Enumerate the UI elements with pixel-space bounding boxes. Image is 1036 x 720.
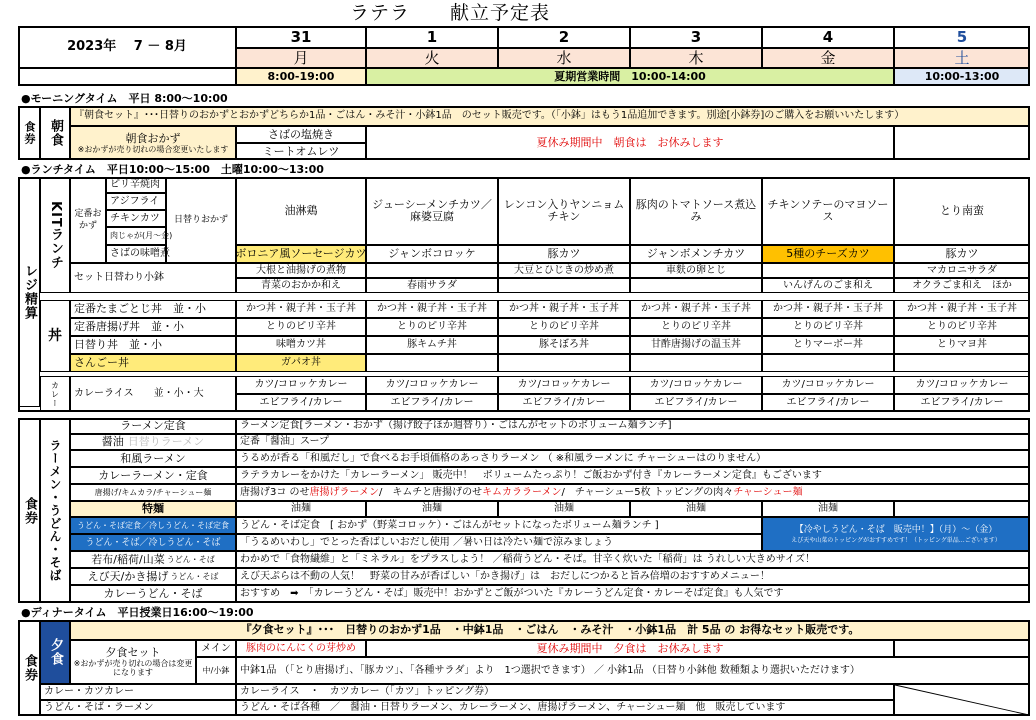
noodle-more-desc: おすすめ ➡ 「カレーうどん・そば」販売中！おかずとご飯がついた『カレーうどん定食・カレーそば定食』も人気です [236,585,1030,603]
curry-item: カツ/コロッケカレー [498,376,630,394]
curry-item: カツ/コロッケカレー [366,376,498,394]
set-note: ※おかずが売り切れの場合は変更になります [73,659,193,677]
don-item: とりのピリ辛丼 [894,318,1030,336]
section-lunch: ●ランチタイム 平日10:00～15:00 土曜10:00～13:00 [21,163,324,176]
dinner-set-desc: 『夕食セット』･･･ 日替りのおかず1品 ・中鉢1品 ・ごはん ・みそ汁 ・小鉢1品 計 5品 の お得なセット販売です。 [70,620,1030,640]
chubachi-desc: 中鉢1品 （「とり唐揚げ」、「豚カツ」、「各種サラダ」より 1つ選択できます） ／ 小鉢1品 （日替り小鉢他 数種類より選択いただけます） [236,657,1030,684]
kobachi-item: 青菜のおかか和え [236,278,366,293]
don-row-label: 日替り丼 並・小 [70,336,236,354]
teishoku-item: 肉じゃが(月～金) [106,227,166,245]
don-item: かつ丼・親子丼・玉子丼 [366,300,498,318]
don-row-label: 定番たまごとじ丼 並・小 [70,300,236,318]
tokudai-item: 油麺 [630,501,762,517]
breakfast-notice: 夏休み期間中 朝食は お休みします [366,126,894,160]
don-item: かつ丼・親子丼・玉子丼 [762,300,894,318]
dinner-noodle-label: うどん・そば・ラーメン [40,700,236,716]
curry-item: カツ/コロッケカレー [894,376,1030,394]
kobachi-item: いんげんのごま和え [762,278,894,293]
desc: 唐揚げ3コ のせ [240,486,310,498]
curry-item: エビフライ/カレー [498,394,630,412]
tokudai-item: 油麺 [236,501,366,517]
dinner-curry-desc: カレーライス ・ カツカレー（「カツ」トッピング券） [236,684,894,700]
page-title: ラテラ 献立予定表 [349,2,550,24]
chubachi-label: 中/小鉢 [196,657,236,684]
day-dow: 月 [236,48,366,68]
hours-summer: 夏期営業時間 10:00-14:00 [366,68,894,86]
kobachi-item: 春雨サラダ [366,278,498,293]
day-date: 5 [894,26,1030,48]
side-ticket: 食券 [18,418,40,603]
higawari-main: ジューシーメンチカツ／麻婆豆腐 [366,177,498,245]
don-item: かつ丼・親子丼・玉子丼 [498,300,630,318]
day-date: 4 [762,26,894,48]
curry-item: カツ/コロッケカレー [762,376,894,394]
desc: / キムチと唐揚げのせ [379,486,483,498]
don-item: とりのピリ辛丼 [498,318,630,336]
noodle-row-name: ラーメン定食 [120,419,186,432]
don-item: 豚そぼろ丼 [498,336,630,354]
label: 若布/稲荷/山菜 [91,552,165,566]
day-dow: 土 [894,48,1030,68]
higawari-main: 油淋鶏 [236,177,366,245]
kobachi-label: セット日替わり小鉢 [70,263,236,293]
noodle-row-desc: ラテラカレーをかけた「カレーラーメン」 販売中！ ボリュームたっぷり！ご飯おかず付き『カレーラーメン定食』もございます [236,467,1030,484]
section-frame [18,106,1030,160]
tokudai-item: 油麺 [762,501,894,517]
higawari-sub: 豚カツ [498,245,630,263]
curry-item: エビフライ/カレー [894,394,1030,412]
don-item: とりのピリ辛丼 [366,318,498,336]
hiyashi-desc: 「うるめいわし」でとった香ばしいおだし使用 ／暑い日は冷たい麺で涼みましょう [236,534,762,551]
desc: チャーシュー麺 [733,486,803,498]
okazu-note: ※おかずが売り切れの場合変更いたします [77,144,229,154]
dinner-label: 夕食 [40,620,70,684]
kobachi-item: 大根と油揚げの煮物 [236,263,366,278]
tokudai-label: 特麺 [70,501,236,517]
tokudai-item: 油麺 [498,501,630,517]
dinner-noodle-desc: うどん・そば各種 ／ 醤油・日替りラーメン、カレーラーメン、唐揚げラーメン、チャーシュー麺 他 販売しています [236,700,894,716]
noodle-row-desc: 定番「醤油」スープ [236,434,1030,450]
register-label: レジ精算 [18,177,40,407]
section-frame [18,177,1030,412]
desc: 唐揚げラーメン [309,486,380,498]
don-item: とりのピリ辛丼 [630,318,762,336]
section-frame [18,26,1030,86]
dinner-notice: 夏休み期間中 夕食は お休みします [366,640,894,657]
higawari-sub: 豚カツ [894,245,1030,263]
curry-item: カツ/コロッケカレー [236,376,366,394]
desc: キムカララーメン [482,486,562,498]
kobachi-item: マカロニサラダ [894,263,1030,278]
hiyashi-label: うどん・そば／冷しうどん・そば [70,534,236,551]
don-item: 甘酢唐揚げの温玉丼 [630,336,762,354]
main-label: メイン [196,640,236,657]
higawari-main: レンコン入りヤンニョムチキン [498,177,630,245]
don-item: かつ丼・親子丼・玉子丼 [894,300,1030,318]
breakfast-item: ミートオムレツ [236,143,366,160]
side-ticket: 食券 [18,620,40,716]
kit-label: KITランチ [40,177,70,293]
curry-item: エビフライ/カレー [630,394,762,412]
noodle-row-name: カレーラーメン・定食 [98,468,208,482]
dinner-main-item: 豚肉のにんにくの芽炒め [236,640,366,657]
side-ticket: 食券 [18,106,40,160]
breakfast-item: さばの塩焼き [236,126,366,143]
curry-label: カレー [40,376,70,412]
noodle-more-desc: えび天ぷらは不動の人気！ 野菜の甘みが香ばしい「かき揚げ」は おだしにつかると旨み倍増のおすすめメニュー！ [236,568,1030,585]
kobachi-item: オクラごま和え ほか [894,278,1030,293]
kobachi-item: 車麩の卵とじ [630,263,762,278]
section-frame [18,418,1030,603]
set-label: 夕食セット [105,646,161,659]
label-sub: うどん・そば [170,572,219,581]
curry-item: エビフライ/カレー [236,394,366,412]
hours-monday: 8:00-19:00 [236,68,366,86]
day-date: 31 [236,26,366,48]
higawari-sub: ジャンボコロッケ [366,245,498,263]
section-dinner: ●ディナータイム 平日授業日16:00～19:00 [21,606,254,619]
year-month: 2023年 7 － 8月 [18,26,236,68]
okazu-label: 朝食おかず [125,131,181,145]
higawari-label: 日替りおかず [166,177,236,263]
curry-item: カツ/コロッケカレー [630,376,762,394]
noodle-row-desc: ラーメン定食[ラーメン・おかず（揚げ餃子ほか週替り）・ごはんがセットのボリューム麺ランチ] [236,418,1030,434]
noodle-row-desc: うるめが香る「和風だし」で食べるお手頃価格のあっさりラーメン （ ※和風ラーメンに チャーシューはのりません） [236,450,1030,467]
don-row-label: 定番唐揚げ丼 並・小 [70,318,236,336]
day-dow: 木 [630,48,762,68]
don-label: 丼 [40,300,70,372]
higawari-sub: 5種のチーズカツ [762,245,894,263]
day-date: 2 [498,26,630,48]
desc: / チャーシュー5枚 トッピングの肉々 [561,486,734,498]
don-item: 豚キムチ丼 [366,336,498,354]
don-item: とりマーボー丼 [762,336,894,354]
noodle-more-desc: わかめで「食物繊維」と「ミネラル」をプラスしよう！ ／稲荷うどん・そば。甘辛く炊いた「稲荷」は うれしい大きめサイズ！ [236,551,1030,568]
higawari-sub: ジャンボメンチカツ [630,245,762,263]
don-row-label: さんごー丼 [70,354,236,372]
noodle-row-name: 唐揚げ/キムカラ/チャーシュー麺 [94,487,212,497]
don-item: ガパオ丼 [236,354,366,372]
don-item: とりマヨ丼 [894,336,1030,354]
teishoku-item: さばの味噌煮 [106,245,166,263]
day-date: 1 [366,26,498,48]
udon-set-desc: うどん・そば定食 [ おかず（野菜コロッケ）・ごはんがセットになったボリューム麺ランチ ] [236,517,762,534]
don-item: 味噌カツ丼 [236,336,366,354]
higawari-main: とり南蛮 [894,177,1030,245]
noodle-row-sub: 日替りラーメン [127,435,205,448]
tokudai-item: 油麺 [366,501,498,517]
teishoku-item: アジフライ [106,193,166,210]
morning-label: 朝食 [40,106,70,160]
curry-item: エビフライ/カレー [366,394,498,412]
section-frame [18,620,1030,716]
curry-item: エビフライ/カレー [762,394,894,412]
higawari-main: 豚肉のトマトソース煮込み [630,177,762,245]
dinner-curry-label: カレー・カツカレー [40,684,236,700]
higawari-main: チキンソテーのマヨソース [762,177,894,245]
section-morning: ●モーニングタイム 平日 8:00～10:00 [21,92,228,105]
don-item: かつ丼・親子丼・玉子丼 [236,300,366,318]
noodle-row-name: 和風ラーメン [120,451,186,465]
noodle-vertical-label: ラーメン・うどん・そば [40,418,70,603]
label: カレーうどん・そば [103,587,203,600]
teishoku-item: ピリ辛焼肉 [106,177,166,193]
promo-title: 【冷やしうどん・そば 販売中！】（月）～（金） [794,524,998,535]
don-item: とりのピリ辛丼 [762,318,894,336]
teishoku-item: チキンカツ [106,210,166,227]
don-item: とりのピリ辛丼 [236,318,366,336]
udon-set-label: うどん・そば定食／冷しうどん・そば定食 [70,517,236,534]
breakfast-set-desc: 『朝食セット』･･･日替りのおかずとおかずどちらか1品・ごはん・みそ汁・小鉢1品 のセット販売です。（「小鉢」はもう1品追加できます。別途[小鉢券]のご購入をお願いいたします） [70,106,1030,126]
curry-row-label: カレーライス 並・小・大 [70,376,236,412]
day-dow: 火 [366,48,498,68]
promo-sub: えび天や山菜のトッピングがおすすめです！（トッピング単品…ございます） [791,536,1001,544]
teishoku-label: 定番おかず [70,177,106,263]
label-sub: うどん・そば [166,555,215,564]
noodle-row-name: 醤油 [101,435,124,448]
day-date: 3 [630,26,762,48]
day-dow: 金 [762,48,894,68]
kobachi-item: 大豆とひじきの炒め煮 [498,263,630,278]
hours-saturday: 10:00-13:00 [894,68,1030,86]
label: えび天/かき揚げ [87,569,169,583]
day-dow: 水 [498,48,630,68]
higawari-sub: ボロニア風ソーセージカツ [236,245,366,263]
don-item: かつ丼・親子丼・玉子丼 [630,300,762,318]
